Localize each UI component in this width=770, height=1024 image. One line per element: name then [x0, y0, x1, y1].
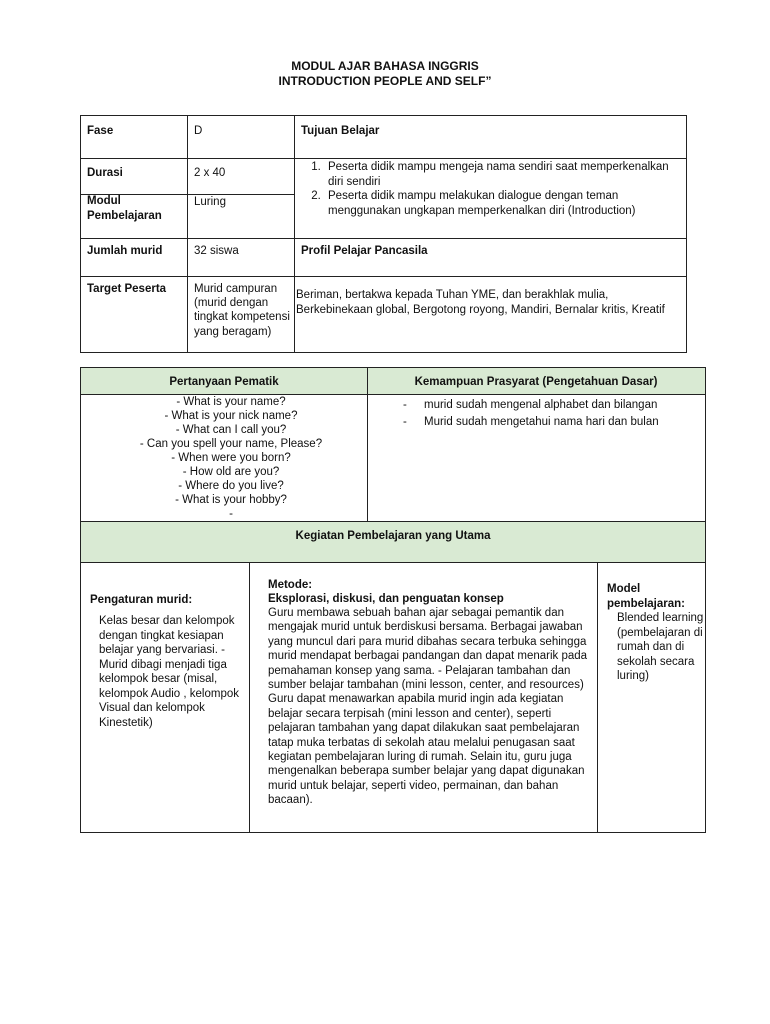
question-item: - Can you spell your name, Please?	[139, 438, 323, 450]
profil-text: Beriman, bertakwa kepada Tuhan YME, dan berakhlak mulia, Berkebinekaan global, Bergotong royong, Mandiri, Bernalar kritis, Kreatif	[296, 289, 665, 316]
tujuan-item: 2. Peserta didik mampu melakukan dialogue dengan teman menggunakan ungkapan memperkenalkan diri (Introduction)	[324, 189, 679, 218]
question-item: - What can I call you?	[175, 424, 287, 436]
kemampuan-heading: Kemampuan Prasyarat (Pengetahuan Dasar)	[414, 376, 658, 388]
target-label: Target Peserta	[87, 283, 167, 295]
pengaturan-heading: Pengaturan murid:	[90, 594, 193, 606]
modul-label: Modul Pembelajaran	[87, 195, 162, 222]
document-title: MODUL AJAR BAHASA INGGRIS	[291, 59, 479, 73]
question-item: - What is your nick name?	[164, 410, 298, 422]
pengaturan-text: Kelas besar dan kelompok dengan tingkat kesiapan belajar yang bervariasi. - Murid dibagi menjadi tiga kelompok besar (misal, kelompok Audio , kelompok Visual dan kelompok Kinestetik)	[99, 615, 239, 729]
durasi-value: 2 x 40	[194, 167, 226, 179]
fase-value: D	[194, 125, 203, 137]
kemampuan-list	[400, 398, 700, 429]
question-item: - Where do you live?	[178, 480, 284, 492]
model-text: Blended learning (pembelajaran di rumah dan di sekolah secara luring)	[617, 612, 704, 682]
model-heading: Model pembelajaran:	[607, 583, 685, 610]
metode-text: Guru membawa sebuah bahan ajar sebagai pemantik dan mengajak murid untuk berdiskusi bersama. Berbagai jawaban yang muncul dari para murid dibahas secara terbuka sehingga murid mendapat berbagai pandangan dan dapat menarik pada pemahaman konsep yang sama. - Pelajaran tambahan dan sumber belajar tambahan (mini lesson, center, and resources) Guru dapat menawarkan apabila murid ingin ada kegiatan belajar secara terpisah (mini lesson and center), seperti pelajaran tambahan yang dapat dilakukan saat pembelajaran tatap muka terbatas di sekolah atau melalui penugasan saat kegiatan pembelajaran luring di rumah. Selain itu, guru juga mengenalkan beberapa sumber belajar yang dapat digunakan murid untuk belajar, seperti video, permainan, dan bahan bacaan).	[268, 607, 588, 807]
target-value: Murid campuran (murid dengan tingkat kompetensi yang beragam)	[194, 283, 290, 338]
pertanyaan-heading: Pertanyaan Pematik	[169, 376, 279, 388]
fase-label: Fase	[87, 125, 114, 137]
durasi-label: Durasi	[87, 167, 123, 179]
metode-heading: Metode:	[268, 579, 313, 591]
jumlah-value: 32 siswa	[194, 245, 239, 257]
question-item: - What is your hobby?	[175, 494, 287, 506]
pertanyaan-list	[81, 395, 381, 521]
profil-heading: Profil Pelajar Pancasila	[301, 245, 428, 257]
kegiatan-heading: Kegiatan Pembelajaran yang Utama	[295, 530, 491, 542]
metode-subheading: Eksplorasi, diskusi, dan penguatan konsep	[268, 593, 504, 605]
question-item: -	[229, 508, 233, 520]
document-subtitle: INTRODUCTION PEOPLE AND SELF”	[278, 74, 492, 88]
question-item: - How old are you?	[182, 466, 280, 478]
tujuan-item: 1. Peserta didik mampu mengeja nama sendiri saat memperkenalkan diri sendiri	[324, 160, 679, 189]
info-table	[80, 115, 687, 353]
tujuan-list	[304, 160, 679, 218]
modul-value: Luring	[194, 196, 226, 208]
question-item: - When were you born?	[171, 452, 291, 464]
kemampuan-item: - Murid sudah mengetahui nama hari dan bulan	[400, 415, 700, 430]
kemampuan-item: - murid sudah mengenal alphabet dan bilangan	[400, 398, 700, 413]
tujuan-heading: Tujuan Belajar	[301, 125, 380, 137]
question-item: - What is your name?	[176, 396, 286, 408]
jumlah-label: Jumlah murid	[87, 245, 163, 257]
